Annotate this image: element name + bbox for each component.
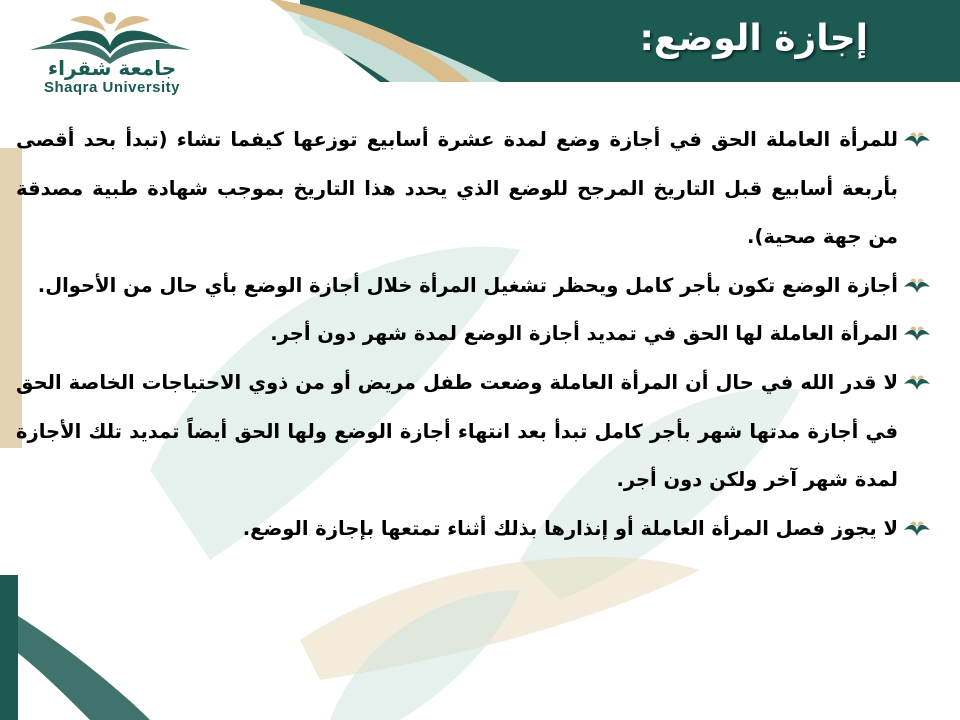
- logo-arabic-name: جامعة شقراء: [47, 56, 177, 80]
- bullet-list: [16, 116, 898, 553]
- list-item-text: للمرأة العاملة الحق في أجازة وضع لمدة عشرة أسابيع توزعها كيفما تشاء (تبدأ بحد أقصى بأربعة أسابيع قبل التاريخ المرجح للوضع الذي يحدد هذا التاريخ بموجب شهادة طبية مصدقة من جهة صحية).: [16, 128, 898, 249]
- list-item-text: المرأة العاملة لها الحق في تمديد أجازة الوضع لمدة شهر دون أجر.: [270, 322, 898, 346]
- list-item: [16, 505, 898, 554]
- slide-title: إجازة الوضع:: [639, 18, 868, 59]
- list-item: [16, 359, 898, 505]
- list-item-text: لا يجوز فصل المرأة العاملة أو إنذارها بذلك أثناء تمتعها بإجازة الوضع.: [242, 516, 898, 540]
- book-bullet-icon: [902, 370, 932, 394]
- book-bullet-icon: [902, 321, 932, 345]
- book-bullet-icon: [902, 127, 932, 151]
- list-item: [16, 310, 898, 359]
- logo-english-name: Shaqra University: [43, 79, 181, 96]
- list-item-text: أجازة الوضع تكون بأجر كامل ويحظر تشغيل المرأة خلال أجازة الوضع بأي حال من الأحوال.: [37, 273, 898, 297]
- list-item-text: لا قدر الله في حال أن المرأة العاملة وضعت طفل مريض أو من ذوي الاحتياجات الخاصة الحق في أجازة مدتها شهر بأجر كامل تبدأ بعد انتهاء أجازة الوضع ولها الحق أيضاً تمديد تلك الأجازة لمدة شهر آخر ولكن دون أجر.: [16, 370, 898, 492]
- book-bullet-icon: [902, 273, 932, 297]
- list-item: [16, 116, 898, 262]
- list-item: [16, 262, 898, 311]
- book-bullet-icon: [902, 516, 932, 540]
